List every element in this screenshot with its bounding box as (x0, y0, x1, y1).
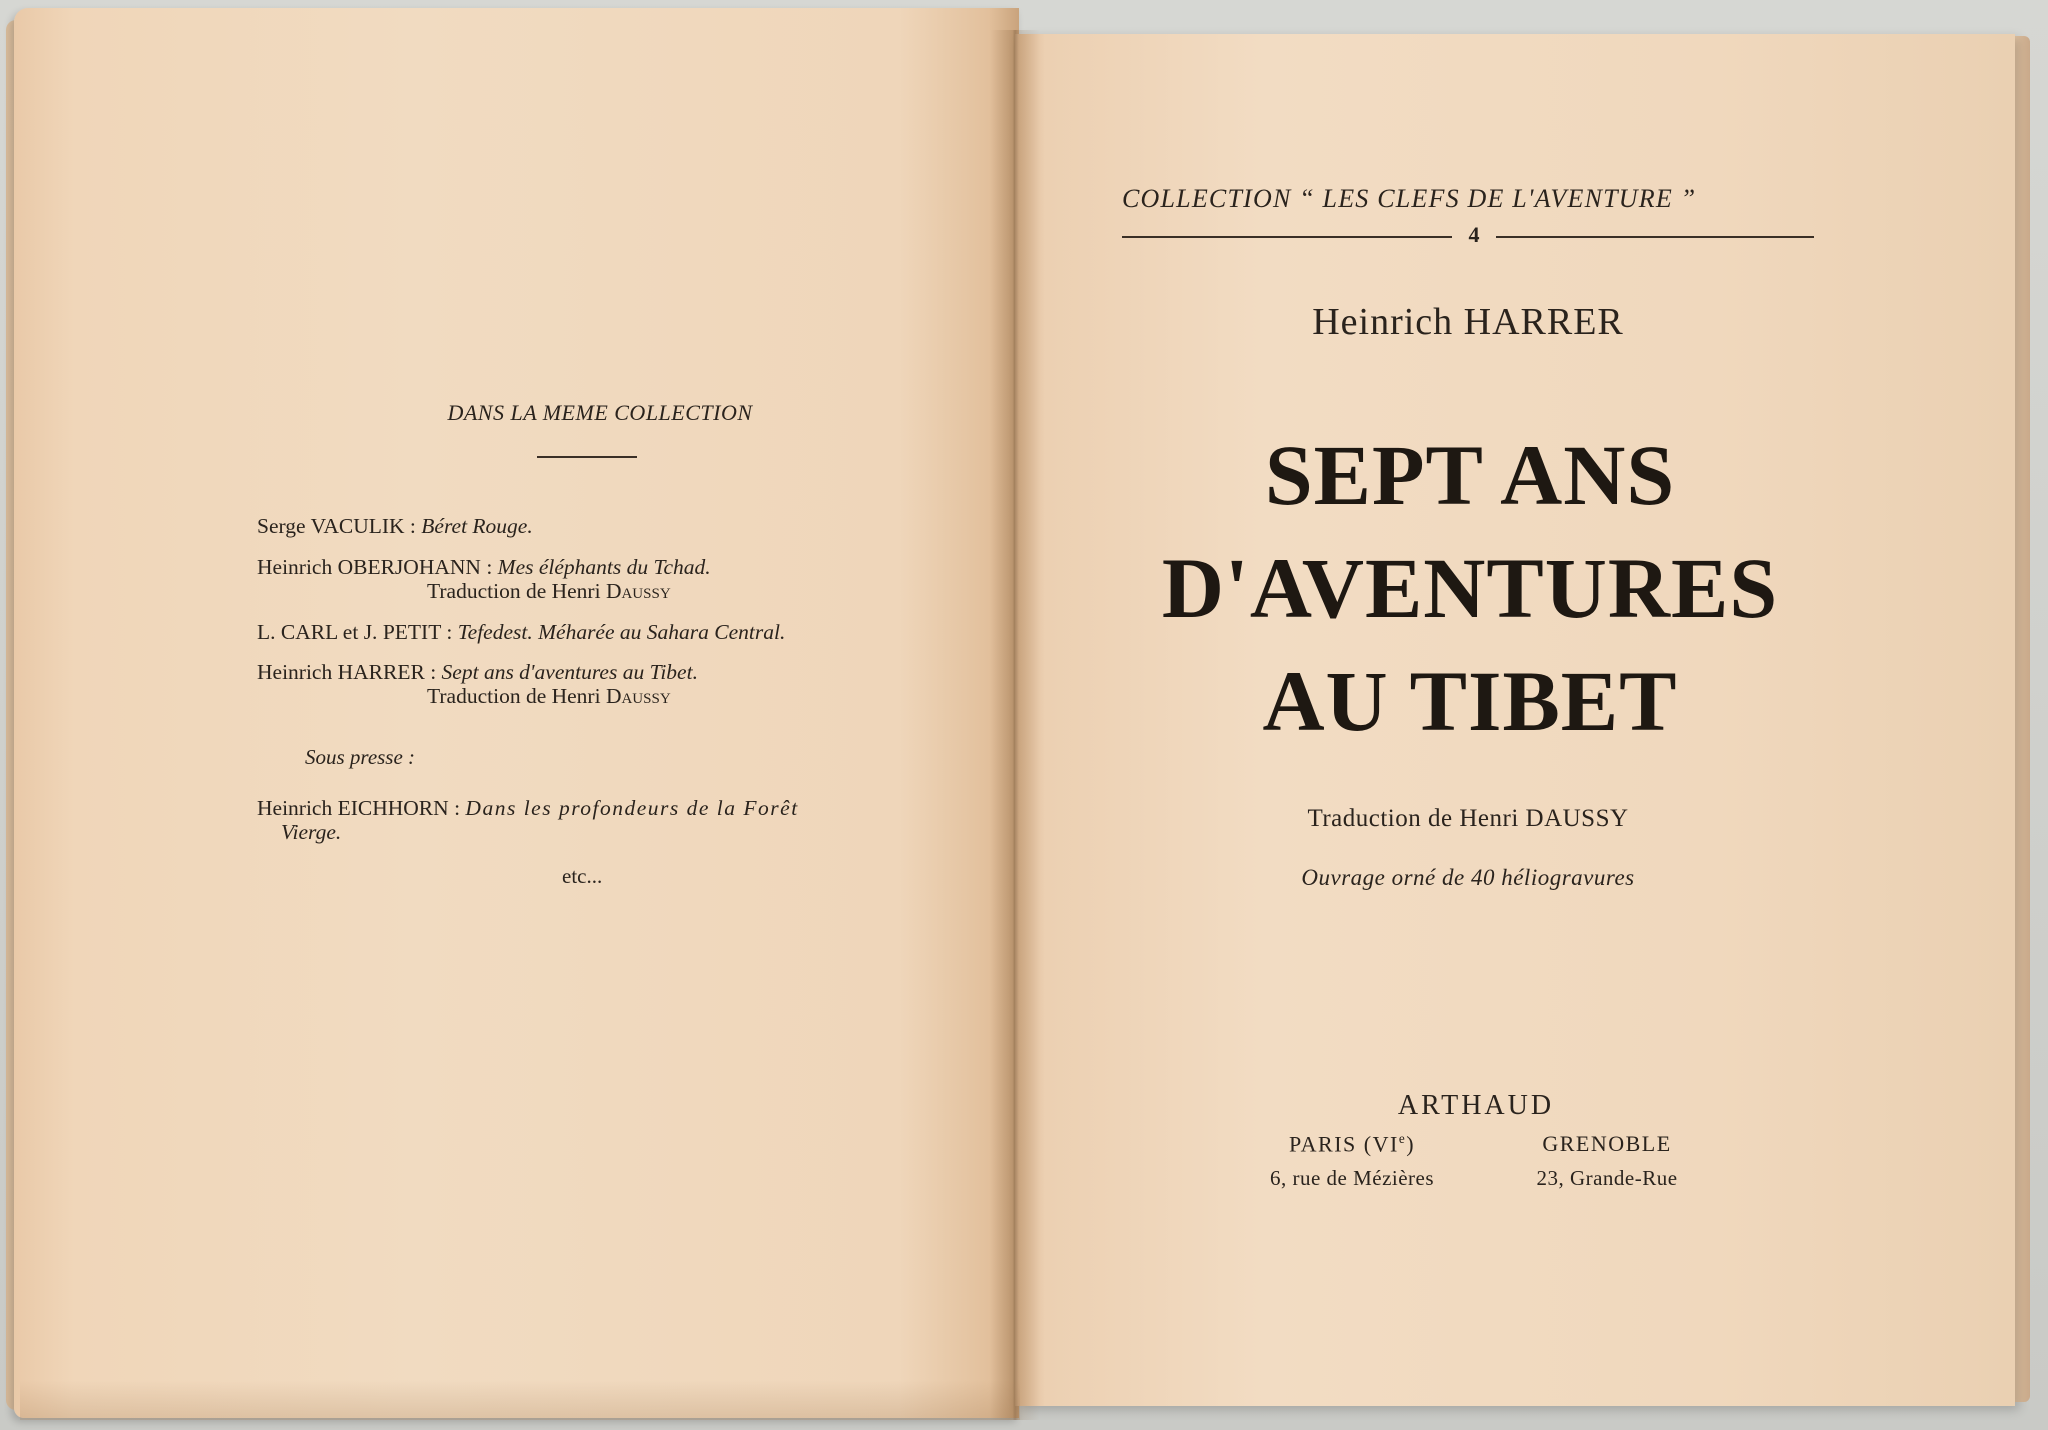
book-title-line: D'AVENTURES (1161, 540, 1779, 636)
author-name: Heinrich HARRER (1312, 301, 1624, 343)
list-item: Serge VACULIK : Béret Rouge. (257, 514, 533, 538)
heading-divider (537, 456, 637, 458)
illustrations-note: Ouvrage orné de 40 héliogravures (1301, 865, 1635, 890)
book-title-line: SEPT ANS (1264, 427, 1676, 523)
publisher-name: ARTHAUD (1397, 1090, 1555, 1121)
city-paris: PARIS (VIe) (1288, 1131, 1416, 1157)
book-title-line: AU TIBET (1262, 653, 1678, 749)
page-bottom-shadow (20, 1380, 1020, 1420)
etc-text: etc... (562, 864, 603, 888)
collection-rule-right (1496, 236, 1814, 238)
collection-list-heading: DANS LA MEME COLLECTION (447, 400, 753, 425)
collection-name: COLLECTION “ LES CLEFS DE L'AVENTURE ” (1122, 184, 1697, 213)
list-item: Heinrich EICHHORN : Dans les profondeurs de la Forêt Vierge. (257, 796, 799, 844)
city-grenoble: GRENOBLE (1542, 1131, 1672, 1156)
list-item: L. CARL et J. PETIT : Tefedest. Méharée au Sahara Central. (257, 620, 786, 644)
collection-number: 4 (1468, 222, 1480, 247)
list-item: Heinrich HARRER : Sept ans d'aventures au Tibet. Traduction de Henri Daussy (257, 660, 698, 708)
address-paris: 6, rue de Mézières (1269, 1166, 1435, 1190)
address-grenoble: 23, Grande-Rue (1536, 1166, 1678, 1190)
collection-rule-left (1122, 236, 1452, 238)
left-page (14, 8, 1019, 1418)
translator-credit: Traduction de Henri DAUSSY (1307, 805, 1629, 832)
sous-presse-label: Sous presse : (305, 745, 416, 769)
book-gutter (990, 30, 1040, 1420)
list-item: Heinrich OBERJOHANN : Mes éléphants du Tchad. Traduction de Henri Daussy (257, 555, 711, 603)
